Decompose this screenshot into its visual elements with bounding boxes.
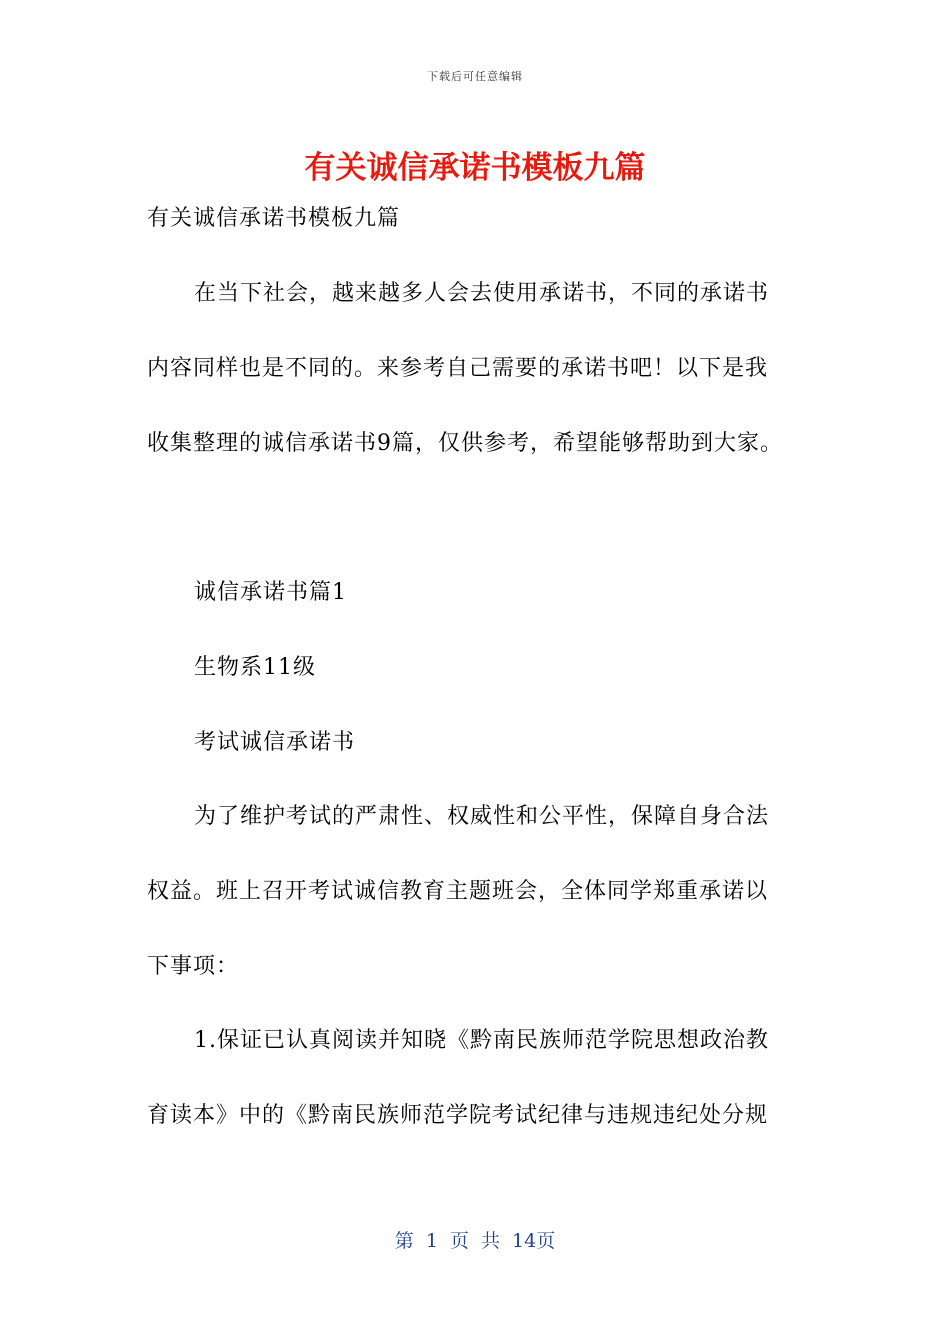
body-line-5: 育读本》中的《黔南民族师范学院考试纪律与违规违纪处分规 [147, 1103, 769, 1128]
section-heading: 诚信承诺书篇1 [194, 580, 347, 605]
body-line-1: 为了维护考试的严肃性、权威性和公平性，保障自身合法 [194, 804, 770, 829]
document-title: 有关诚信承诺书模板九篇 [304, 150, 646, 186]
intro-line-2: 内容同样也是不同的。来参考自己需要的承诺书吧！以下是我 [147, 356, 769, 381]
page-number-footer: 第 1 页 共 14页 [394, 1230, 556, 1252]
intro-line-3: 收集整理的诚信承诺书9篇，仅供参考，希望能够帮助到大家。 [147, 431, 783, 456]
body-line-4: 1.保证已认真阅读并知晓《黔南民族师范学院思想政治教 [194, 1028, 769, 1053]
body-line-2: 权益。班上召开考试诚信教育主题班会，全体同学郑重承诺以 [147, 879, 769, 904]
department-line: 生物系11级 [194, 655, 316, 680]
header-note: 下载后可任意编辑 [427, 70, 523, 83]
intro-line-1: 在当下社会，越来越多人会去使用承诺书，不同的承诺书 [194, 281, 770, 306]
pledge-heading: 考试诚信承诺书 [194, 730, 356, 755]
body-line-3: 下事项： [147, 954, 240, 979]
document-subtitle: 有关诚信承诺书模板九篇 [147, 206, 401, 231]
